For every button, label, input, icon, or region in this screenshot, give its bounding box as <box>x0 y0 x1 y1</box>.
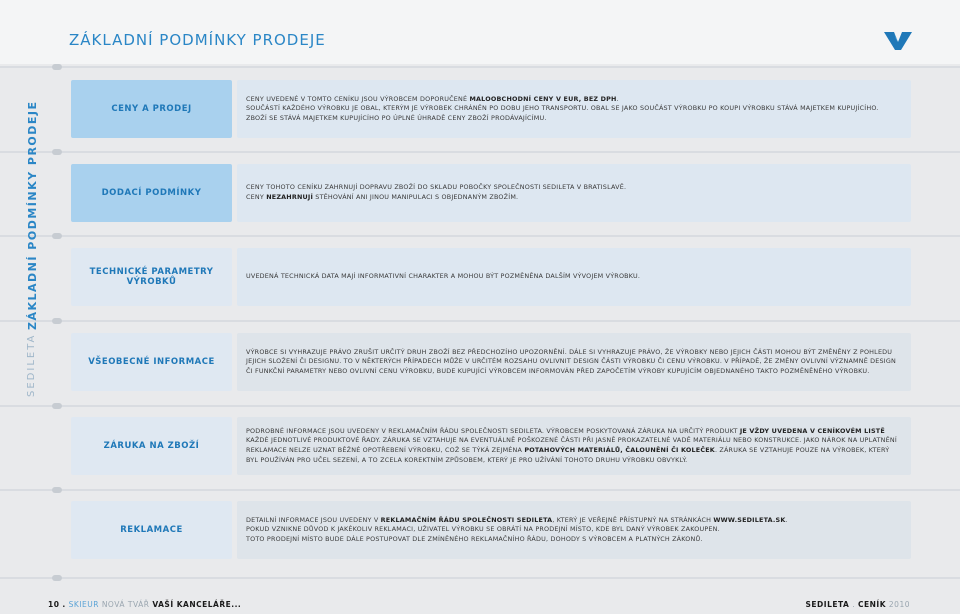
row-label: CENY A PRODEJ <box>71 80 232 138</box>
row-ceny-a-prodej <box>71 80 911 138</box>
text-segment: , KTERÝ JE VEŘEJNĚ PŘÍSTUPNÝ NA STRÁNKÁCH <box>552 515 714 524</box>
sedileta-logo-icon <box>883 30 913 52</box>
text-line <box>246 427 902 465</box>
text-segment: VÝROBCE SI VYHRAZUJE PRÁVO ZRUŠIT URČITÝ DRUH ZBOŽÍ BEZ PŘEDCHOZÍHO UPOZORNĚNÍ. DÁLE SI VYHRAZUJE PRÁVO, ŽE VÝROBKY NEBO JEJICH ČÁSTI MOHOU BÝT ZMĚNĚNY Z POHLEDU JEJICH SLOŽENÍ ČI DESIGNU. TO V NĚKTERÝCH PŘÍPADECH MŮŽE V URČITÉM ROZSAHU OVLIVNIT DESIGN ČÁSTI VÝROBKU ČI CENU VÝROBKU. V PŘÍPADĚ, ŽE ZMĚNY OVLIVNÍ VÝZNAMNĚ DESIGN ČI FUNKČNÍ PARAMETRY NEBO OVLIVNÍ CENU VÝROBKU, BUDE KUPUJÍCÍ VÝROBCEM INFORMOVÁN PŘED ZAPOČETÍM VÝROBY KUPUJÍCÍM OBJEDNANÉHO TAKTO POZMĚNĚNÉHO VÝROBKU. <box>246 347 897 375</box>
footer-catalog: CENÍK <box>858 600 887 609</box>
separator-line <box>0 575 960 581</box>
text-segment: CENY <box>246 193 267 201</box>
text-segment: DETAILNÍ INFORMACE JSOU UVEDENY V <box>246 515 381 524</box>
text-line <box>246 95 902 105</box>
row-text <box>237 417 911 475</box>
text-segment: . <box>616 94 619 103</box>
text-line <box>246 348 902 377</box>
footer-right <box>806 600 910 609</box>
text-line <box>246 104 902 114</box>
bold-text-segment: JE VŽDY UVEDENA V CENÍKOVÉM LISTĚ <box>739 426 885 435</box>
text-line <box>246 183 902 193</box>
row-label: VŠEOBECNÉ INFORMACE <box>71 333 232 391</box>
separator-line <box>0 318 960 324</box>
separator-line <box>0 149 960 155</box>
bold-text-segment: NEZAHRNUJÍ <box>266 193 314 201</box>
row-text <box>237 333 911 391</box>
row-text <box>237 248 911 306</box>
page-header <box>0 0 960 64</box>
text-segment: PODROBNÉ INFORMACE JSOU UVEDENY V REKLAMAČNÍM ŘÁDU SPOLEČNOSTI SEDILETA. VÝROBCEM POSKYTOVANÁ ZÁRUKA NA URČITÝ PRODUKT <box>246 426 740 435</box>
row-label: ZÁRUKA NA ZBOŽÍ <box>71 417 232 475</box>
footer-slogan-b: VAŠÍ KANCELÁŘE... <box>152 600 242 609</box>
footer-year: 2010 <box>888 600 910 609</box>
footer-brand: SKIEUR <box>68 600 99 609</box>
row-text <box>237 501 911 559</box>
row-label: REKLAMACE <box>71 501 232 559</box>
separator-line <box>0 403 960 409</box>
bold-text-segment: POTAHOVÝCH MATERIÁLŮ, ČALOUNĚNÍ ČI KOLEČEK <box>524 446 715 454</box>
separator-line <box>0 487 960 493</box>
footer-separator: . <box>852 600 856 609</box>
text-line <box>246 114 902 124</box>
row-vseobecne-informace <box>71 333 911 391</box>
footer-slogan-a: NOVÁ TVÁŘ <box>101 600 150 609</box>
row-text <box>237 164 911 222</box>
row-label: TECHNICKÉ PARAMETRY VÝROBKŮ <box>71 248 232 306</box>
text-segment: UVEDENÁ TECHNICKÁ DATA MAJÍ INFORMATIVNÍ CHARAKTER A MOHOU BÝT POZMĚNĚNA DALŠÍM VÝVOJEM VÝROBKU. <box>246 272 641 281</box>
text-segment: . ZÁRUKA SE VZTAHUJE POUZE NA VÝROBEK, KTERÝ BYL POUŽÍVÁN PRO UČEL SEZENÍ, A TO ZCELA KOREKTNÍM ZPŮSOBEM, KTERÝ JE PRO UŽÍVÁNÍ TOHOTO DRUHU VÝROBKU OBVYKLÝ. <box>246 446 890 464</box>
row-text <box>237 80 911 138</box>
bold-text-segment: WWW.SEDILETA.SK <box>713 515 786 524</box>
text-segment: STĚHOVÁNÍ ANI JINOU MANIPULACI S OBJEDNANÝM ZBOŽÍM. <box>313 193 519 201</box>
row-label: DODACÍ PODMÍNKY <box>71 164 232 222</box>
text-line <box>246 516 902 526</box>
row-zaruka-na-zbozi <box>71 417 911 475</box>
text-segment: CENY TOHOTO CENÍKU ZAHRNUJÍ DOPRAVU ZBOŽÍ DO SKLADU POBOČKY SPOLEČNOSTI SEDILETA V BRATISLAVĚ. <box>246 183 627 192</box>
separator-line <box>0 233 960 239</box>
row-dodaci-podminky <box>71 164 911 222</box>
text-segment: ZBOŽÍ SE STÁVÁ MAJETKEM KUPUJÍCÍHO PO ÚPLNÉ ÚHRADĚ CENY ZBOŽÍ PRODÁVAJÍCÍMU. <box>246 113 547 122</box>
page-footer <box>0 598 960 614</box>
text-segment: . <box>785 515 788 524</box>
row-reklamace <box>71 501 911 559</box>
section-vertical-label: ZÁKLADNÍ PODMÍNKY PRODEJE <box>26 100 39 330</box>
text-line <box>246 272 902 282</box>
text-segment: TOTO PRODEJNÍ MÍSTO BUDE DÁLE POSTUPOVAT DLE ZMÍNĚNÉHO REKLAMAČNÍHO ŘÁDU, DOHODY S VÝROBCEM A PLATNÝCH ZÁKONŮ. <box>246 534 703 543</box>
bold-text-segment: MALOOBCHODNÍ CENY V EUR, BEZ DPH <box>469 94 617 103</box>
text-line <box>246 535 902 545</box>
text-segment: POKUD VZNIKNE DŮVOD K JAKÉKOLIV REKLAMACI, UŽIVATEL VÝROBKU SE OBRÁTÍ NA PRODEJNÍ MÍSTO, KDE BYL DANÝ VÝROBEK ZAKOUPEN. <box>246 525 720 534</box>
text-line <box>246 525 902 535</box>
page-number: 10 <box>48 600 60 609</box>
footer-left <box>48 600 241 609</box>
text-segment: KAŽDÉ JEDNOTLIVÉ PRODUKTOVÉ ŘADY. ZÁRUKA SE VZTAHUJE NA EVENTUÁLNĚ POŠKOZENÉ ČÁSTI PŘI JASNĚ PROKAZATELNÉ VADĚ MATERIÁLU NEBO KONSTRUKCE. JAKO NÁROK NA UPLATNĚNÍ REKLAMACE NELZE UZNAT BĚŽNÉ OPOTŘEBENÍ VÝROBKU, COŽ SE TÝKÁ ZEJMÉNA <box>246 436 897 454</box>
footer-company: SEDILETA <box>805 600 850 609</box>
footer-dot: . <box>62 600 66 609</box>
row-technicke-parametry <box>71 248 911 306</box>
text-segment: SOUČÁSTÍ KAŽDÉHO VÝROBKU JE OBAL, KTERÝM JE VÝROBEK CHRÁNĚN PO DOBU JEHO TRANSPORTU. OBAL SE JAKO SOUČÁST VÝROBKU PO KOUPI VÝROBKU STÁVÁ MAJETKEM KUPUJÍCÍHO. <box>246 104 879 113</box>
page-title: ZÁKLADNÍ PODMÍNKY PRODEJE <box>69 31 326 49</box>
text-segment: CENY UVEDENÉ V TOMTO CENÍKU JSOU VÝROBCEM DOPORUČENÉ <box>246 94 470 103</box>
brand-vertical-label: SEDILETA <box>26 333 37 397</box>
separator-line <box>0 64 960 70</box>
bold-text-segment: REKLAMAČNÍM ŘÁDU SPOLEČNOSTI SEDILETA <box>380 515 553 524</box>
text-line <box>246 193 902 203</box>
